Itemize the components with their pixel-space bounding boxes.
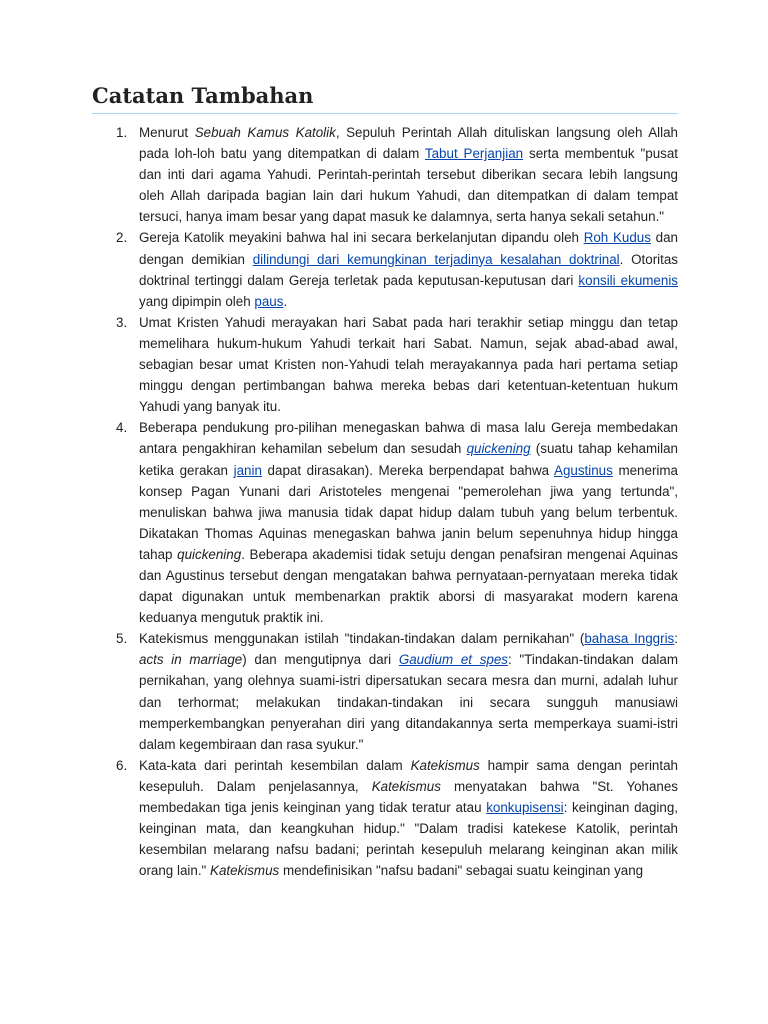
note-text: Beberapa pendukung pro-pilihan menegaskan bahwa di masa lalu Gereja membedakan antara pengakhiran kehamilan sebelum dan sesudah <box>139 420 678 457</box>
note-link[interactable]: paus <box>254 293 284 309</box>
note-item <box>92 312 678 417</box>
note-text: (suatu tahap kehamilan ketika gerakan <box>139 441 678 478</box>
note-number: 6. <box>116 757 128 773</box>
note-number: 1. <box>116 125 128 140</box>
note-link[interactable]: dilindungi dari kemungkinan terjadinya kesalahan doktrinal <box>252 251 620 267</box>
note-italic-text: Katekismus <box>210 863 280 879</box>
note-text: ) dan mengutipnya dari <box>242 652 399 668</box>
note-text: yang dipimpin oleh <box>139 293 255 309</box>
note-text: serta membentuk "pusat dan inti dari agama Yahudi. Perintah-perintah tersebut diberikan secara lebih langsung oleh Allah daripada bagian lain dari hukum Yahudi, dan ditempatkan di dalam tempat tersuci, hanya imam besar yang dapat masuk ke dalamnya, serta hanya sekali setahun." <box>139 146 679 225</box>
note-link[interactable]: quickening <box>466 441 531 457</box>
note-link[interactable]: janin <box>233 462 262 478</box>
note-text: Gereja Katolik meyakini bahwa hal ini secara berkelanjutan dipandu oleh <box>139 230 584 246</box>
note-italic-text: Sebuah Kamus Katolik <box>194 125 336 140</box>
note-link[interactable]: Gaudium et spes <box>398 652 508 668</box>
note-text: Umat Kristen Yahudi merayakan hari Sabat pada hari terakhir setiap minggu dan tetap memelihara hukum-hukum Yahudi terkait hari Sabat. Namun, sejak abad-abad awal, sebagian besar umat Kristen non-Yahudi telah merayakannya pada hari pertama setiap minggu dengan pertimbangan bahwa mereka bebas dari ketentuan-ketentuan hukum Yahudi yang banyak itu. <box>139 314 678 415</box>
note-text: . Beberapa akademisi tidak setuju dengan penafsiran mengenai Aquinas dan Agustinus tersebut dengan mengatakan bahwa pernyataan-pernyataan mereka tidak dapat digunakan untuk membenarkan praktik aborsi di masyarakat modern karena keduanya mengutuk praktik ini. <box>139 546 678 626</box>
note-text: mendefinisikan "nafsu badani" sebagai suatu keinginan yang <box>279 863 644 879</box>
note-text: : <box>674 631 678 647</box>
note-text: dapat dirasakan). Mereka berpendapat bahwa <box>261 462 555 478</box>
document-page <box>92 82 678 881</box>
note-text: dan dengan demikian <box>139 230 678 267</box>
notes-list <box>92 122 678 881</box>
note-text: menerima konsep Pagan Yunani dari Aristoteles mengenai "pemerolehan jiwa yang tertunda", menuliskan bahwa jiwa manusia tidak dapat hidup dalam tubuh yang belum terbentuk. Dikatakan Thomas Aquinas menegaskan bahwa janin belum sepenuhnya hidup hingga tahap <box>139 462 678 562</box>
note-text: . Otoritas doktrinal tertinggi dalam Gereja terletak pada keputusan-keputusan dari <box>139 251 679 288</box>
note-item <box>92 227 678 311</box>
note-italic-text: quickening <box>177 546 242 562</box>
note-link[interactable]: Agustinus <box>554 462 613 478</box>
note-link[interactable]: Roh Kudus <box>583 230 651 246</box>
note-text: , Sepuluh Perintah Allah dituliskan langsung oleh Allah pada loh-loh batu yang ditempatkan di dalam <box>139 125 678 162</box>
note-item <box>92 417 678 628</box>
note-number: 2. <box>116 230 128 246</box>
note-text: Menurut <box>139 125 195 140</box>
note-number: 5. <box>116 631 128 647</box>
note-number: 3. <box>116 314 128 330</box>
note-text: Kata-kata dari perintah kesembilan dalam <box>139 757 411 773</box>
note-italic-text: Katekismus <box>410 757 480 773</box>
note-text: : "Tindakan-tindakan dalam pernikahan, yang olehnya suami-istri dipersatukan secara mesra dan murni, adalah luhur dan terhormat; melakukan tindakan-tindakan ini secara sungguh manusiawi memperkembangkan penyerahan diri yang ditandakannya serta memperkaya suami-istri dalam kegembiraan dan rasa syukur." <box>139 652 679 752</box>
note-link[interactable]: konsili ekumenis <box>578 272 678 288</box>
note-text: . <box>283 293 288 309</box>
section-heading: Catatan Tambahan <box>92 82 678 114</box>
note-italic-text: Katekismus <box>371 778 441 794</box>
note-item <box>92 755 678 882</box>
note-text: Katekismus menggunakan istilah "tindakan-tindakan dalam pernikahan" ( <box>139 631 585 647</box>
note-text: hampir sama dengan perintah kesepuluh. Dalam penjelasannya, <box>139 757 678 794</box>
note-item <box>92 628 678 755</box>
note-link[interactable]: bahasa Inggris <box>584 631 675 647</box>
note-text: : keinginan daging, keinginan mata, dan keangkuhan hidup." "Dalam tradisi katekese Katolik, perintah kesembilan melarang nafsu badani; perintah kesepuluh melarang keinginan akan milik orang lain." <box>139 800 679 879</box>
note-text: menyatakan bahwa "St. Yohanes membedakan tiga jenis keinginan yang tidak teratur atau <box>139 778 678 815</box>
note-link[interactable]: konkupisensi <box>486 800 564 815</box>
note-italic-text: acts in marriage <box>139 652 243 668</box>
note-link[interactable]: Tabut Perjanjian <box>424 146 524 162</box>
note-item <box>92 122 678 227</box>
note-number: 4. <box>116 420 128 436</box>
